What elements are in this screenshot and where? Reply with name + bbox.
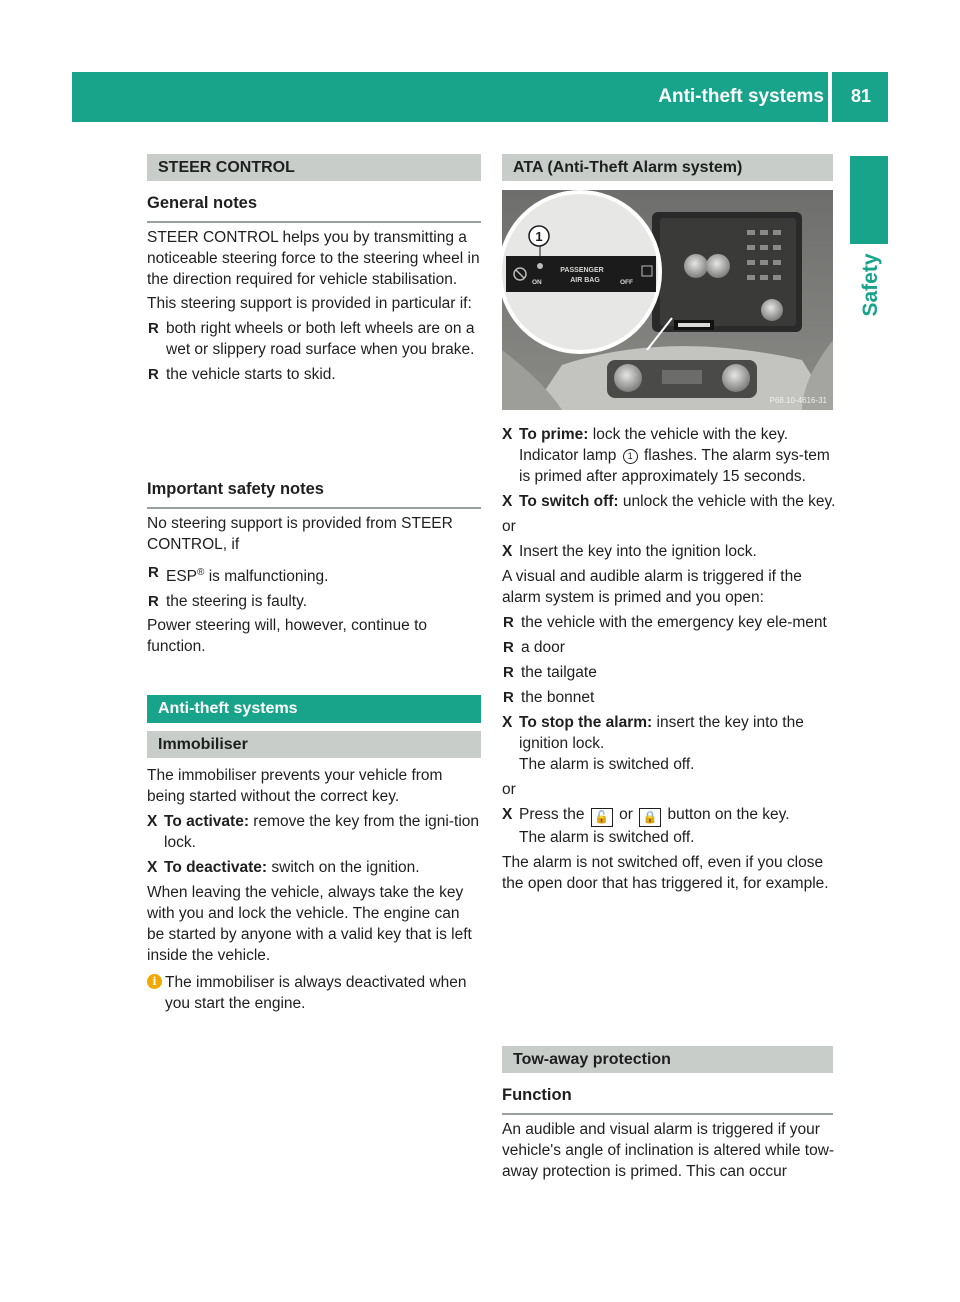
lock-icon: 🔒 bbox=[639, 808, 661, 827]
tow-away-bar: Tow-away protection bbox=[502, 1046, 833, 1073]
function-heading: Function bbox=[502, 1085, 833, 1115]
ata-text bbox=[502, 424, 836, 894]
step-marker: X bbox=[502, 714, 513, 731]
general-notes-heading: General notes bbox=[147, 193, 481, 223]
list-item: R the vehicle with the emergency key ele-ment bbox=[503, 614, 827, 631]
instruction-step: X To stop the alarm: insert the key into the ignition lock. The alarm is switched off. bbox=[502, 714, 804, 773]
list-item: R the tailgate bbox=[503, 664, 597, 681]
section-tab-marker bbox=[850, 156, 888, 244]
list-item: R both right wheels or both left wheels are on a wet or slippery road surface when you brake. bbox=[148, 320, 475, 358]
list-item: R ESP® is malfunctioning. bbox=[148, 564, 329, 586]
bullet-marker: R bbox=[503, 664, 514, 681]
step-marker: X bbox=[147, 813, 158, 830]
steer-control-bar: STEER CONTROL bbox=[147, 154, 481, 181]
immobiliser-text bbox=[147, 765, 481, 1014]
ata-not-off-text: The alarm is not switched off, even if you close the open door that has triggered it, for example. bbox=[502, 854, 829, 892]
list-item: R a door bbox=[503, 639, 565, 656]
bullet-marker: R bbox=[503, 639, 514, 656]
photo-airbag-label: AIR BAG bbox=[570, 277, 600, 284]
section-tab-label: Safety bbox=[859, 253, 882, 317]
bullet-marker: R bbox=[148, 320, 159, 337]
bullet-marker: R bbox=[503, 689, 514, 706]
steer-p2: This steering support is provided in particular if: bbox=[147, 295, 472, 312]
list-item: R the bonnet bbox=[503, 689, 595, 706]
instruction-step: X To prime: lock the vehicle with the key. Indicator lamp 1 flashes. The alarm sys-tem is primed after approximately 15 seconds. bbox=[502, 426, 830, 485]
step-marker: X bbox=[502, 806, 513, 823]
list-item: R the steering is faulty. bbox=[148, 593, 308, 611]
or-text: or bbox=[502, 518, 516, 535]
callout-1-icon: 1 bbox=[623, 449, 638, 464]
ata-bar: ATA (Anti-Theft Alarm system) bbox=[502, 154, 833, 181]
instruction-step: X Insert the key into the ignition lock. bbox=[502, 543, 757, 560]
steer-p4: Power steering will, however, continue to function. bbox=[147, 617, 428, 656]
bullet-marker: R bbox=[148, 366, 159, 383]
info-note: i The immobiliser is always deactivated when you start the engine. bbox=[147, 972, 481, 1014]
page-number: 81 bbox=[850, 86, 872, 106]
photo-passenger-label: PASSENGER bbox=[560, 267, 604, 274]
page-title: Anti-theft systems bbox=[658, 86, 824, 107]
unlock-icon: 🔓 bbox=[591, 808, 613, 827]
tow-text bbox=[502, 1119, 836, 1182]
step-marker: X bbox=[502, 426, 513, 443]
immobiliser-bar: Immobiliser bbox=[147, 731, 481, 758]
anti-theft-systems-bar: Anti-theft systems bbox=[147, 695, 481, 723]
tow-p1: An audible and visual alarm is triggered if your vehicle's angle of inclination is altered while tow-away protection is primed. This can occur bbox=[502, 1121, 835, 1180]
list-item: R the vehicle starts to skid. bbox=[148, 366, 336, 383]
instruction-step: X To deactivate: switch on the ignition. bbox=[147, 859, 420, 876]
or-text: or bbox=[502, 781, 516, 798]
photo-off-label: OFF bbox=[620, 279, 633, 286]
step-marker: X bbox=[502, 543, 513, 560]
step-marker: X bbox=[147, 859, 158, 876]
ata-dashboard-photo bbox=[502, 190, 833, 410]
right-column bbox=[502, 0, 836, 1180]
bullet-marker: R bbox=[148, 564, 159, 581]
safety-notes-heading: Important safety notes bbox=[147, 479, 481, 509]
instruction-step: X To switch off: unlock the vehicle with the key. bbox=[502, 493, 836, 510]
steer-general-text bbox=[147, 227, 481, 385]
steer-p1: STEER CONTROL helps you by transmitting a noticeable steering force to the steering wheel in the direction required for vehicle stabilisation. bbox=[147, 229, 480, 288]
instruction-step: X Press the 🔓 or 🔒 button on the key. The alarm is switched off. bbox=[502, 806, 790, 846]
info-icon: i bbox=[147, 974, 162, 989]
bullet-marker: R bbox=[503, 614, 514, 631]
dashboard-illustration bbox=[502, 190, 833, 410]
photo-callout-number: 1 bbox=[535, 229, 543, 244]
photo-on-label: ON bbox=[532, 279, 542, 286]
immobiliser-p2: When leaving the vehicle, always take the key with you and lock the vehicle. The engine can be started by anyone with a valid key that is left inside the vehicle. bbox=[147, 884, 472, 964]
steer-safety-text bbox=[147, 513, 481, 657]
bullet-marker: R bbox=[148, 593, 159, 611]
photo-reference-code: P68.10-4616-31 bbox=[769, 396, 827, 405]
ata-trigger-text: A visual and audible alarm is triggered if the alarm system is primed and you open: bbox=[502, 568, 802, 606]
steer-p3: No steering support is provided from STEER CONTROL, if bbox=[147, 515, 453, 553]
instruction-step: X To activate: remove the key from the igni-tion lock. bbox=[147, 813, 480, 851]
step-marker: X bbox=[502, 493, 513, 510]
immobiliser-p1: The immobiliser prevents your vehicle from being started without the correct key. bbox=[147, 767, 443, 805]
